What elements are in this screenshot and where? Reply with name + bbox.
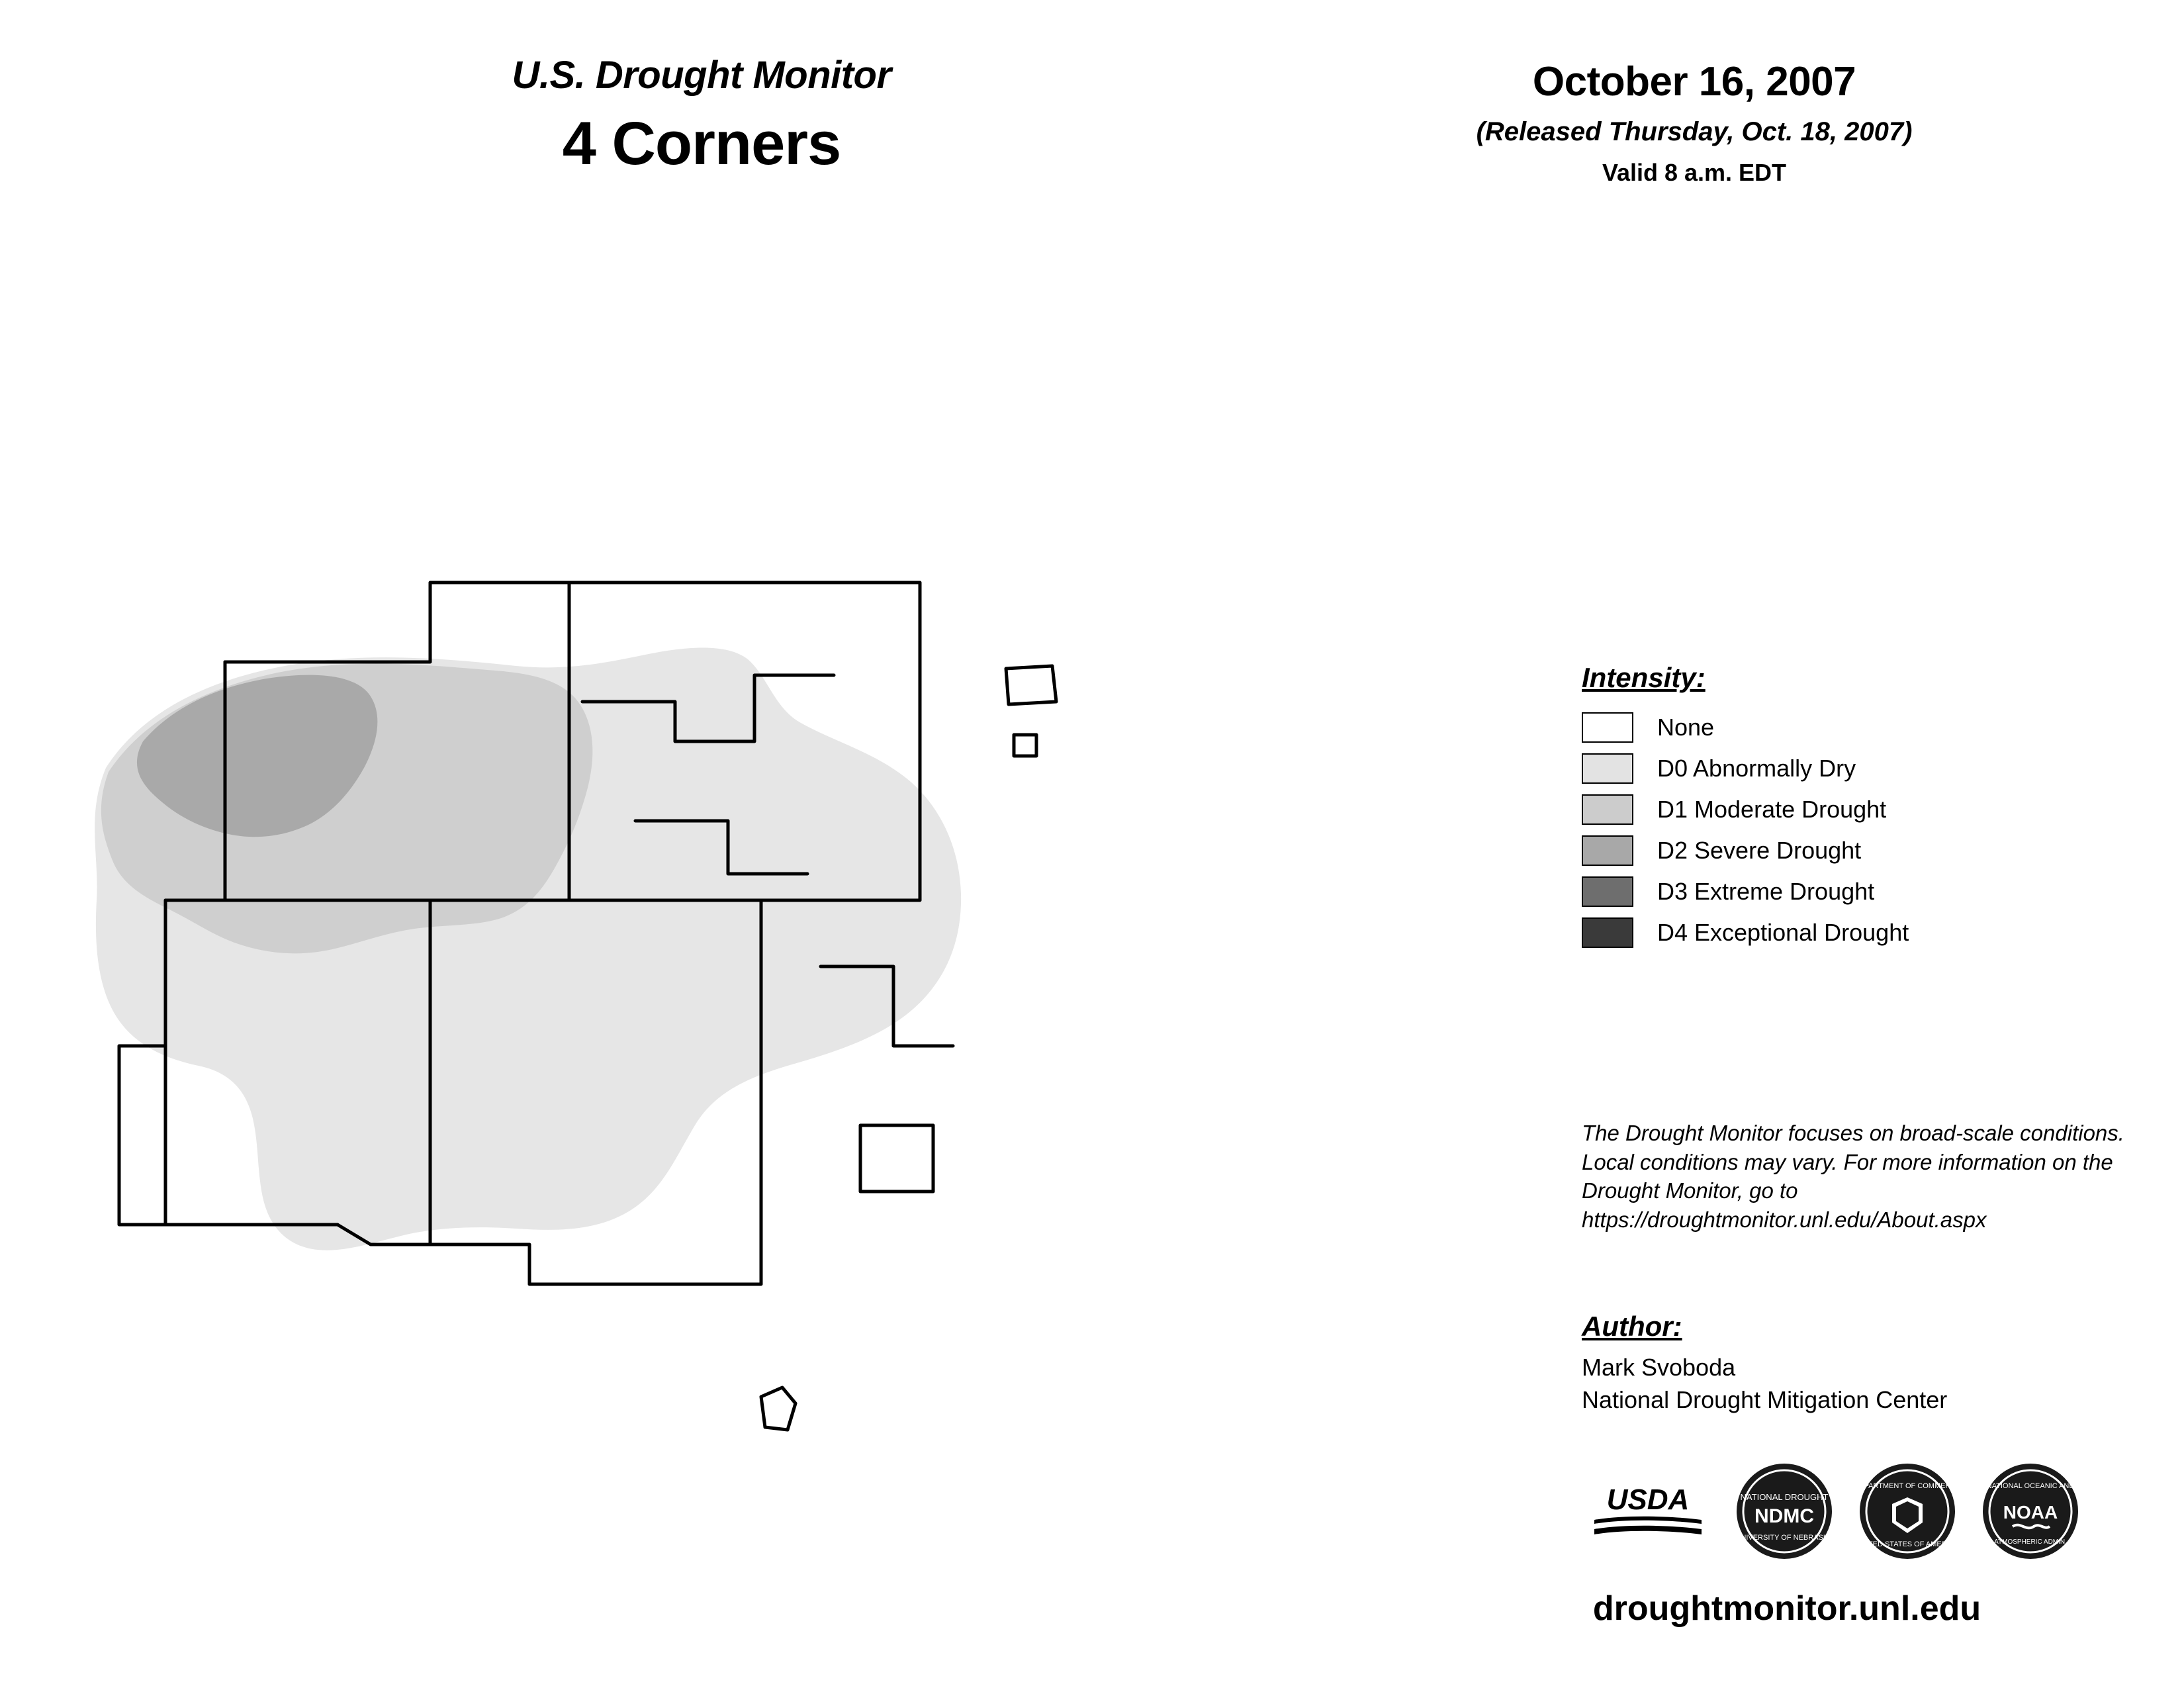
disclaimer-text: The Drought Monitor focuses on broad-scale conditions. Local conditions may vary. For more information on the Drought Monitor, go to https://droughtmonitor.unl.edu/About.aspx [1582, 1121, 2124, 1232]
svg-text:NDMC: NDMC [1754, 1505, 1814, 1527]
legend-swatch-d3 [1582, 876, 1633, 907]
legend-item-none [1582, 707, 2111, 748]
logo-row [1585, 1456, 2181, 1569]
map-detail-small-island [1006, 666, 1056, 704]
region-title: 4 Corners [562, 110, 841, 177]
legend-item-d1 [1582, 789, 2111, 830]
author-name: Mark Svoboda [1582, 1354, 1736, 1381]
svg-text:ATMOSPHERIC ADMIN.: ATMOSPHERIC ADMIN. [1994, 1538, 2067, 1546]
legend-swatch-none [1582, 712, 1633, 743]
legend-item-d3 [1582, 871, 2111, 912]
legend-swatch-d4 [1582, 917, 1633, 948]
legend-label-d4: D4 Exceptional Drought [1657, 919, 1909, 946]
usda-logo [1585, 1468, 1711, 1558]
svg-text:UNITED STATES OF AMERICA: UNITED STATES OF AMERICA [1858, 1540, 1957, 1548]
svg-text:NATIONAL OCEANIC AND: NATIONAL OCEANIC AND [1986, 1481, 2075, 1490]
legend-swatch-d1 [1582, 794, 1633, 825]
valid-time: Valid 8 a.m. EDT [1602, 159, 1787, 186]
map-detail-lines-4 [860, 1125, 933, 1192]
release-date: (Released Thursday, Oct. 18, 2007) [1476, 117, 1913, 146]
footer-url[interactable]: droughtmonitor.unl.edu [1592, 1589, 1981, 1628]
legend-label-d1: D1 Moderate Drought [1657, 796, 1887, 823]
svg-text:NATIONAL DROUGHT: NATIONAL DROUGHT [1740, 1491, 1829, 1502]
ndmc-logo [1735, 1462, 1834, 1564]
header-right [1363, 58, 2025, 187]
svg-text:DEPARTMENT OF COMMERCE: DEPARTMENT OF COMMERCE [1858, 1481, 1957, 1490]
svg-text:UNIVERSITY OF NEBRASKA: UNIVERSITY OF NEBRASKA [1735, 1533, 1833, 1542]
map-detail-small-box [1014, 735, 1036, 756]
usdc-logo [1858, 1462, 1957, 1564]
map-date: October 16, 2007 [1532, 59, 1856, 105]
legend-label-d3: D3 Extreme Drought [1657, 878, 1875, 905]
header-left [371, 53, 1032, 179]
legend-swatch-d2 [1582, 835, 1633, 866]
legend-swatch-d0 [1582, 753, 1633, 784]
author-affiliation: National Drought Mitigation Center [1582, 1385, 1948, 1413]
page-title: U.S. Drought Monitor [512, 54, 891, 97]
legend-item-d2 [1582, 830, 2111, 871]
legend-label-none: None [1657, 714, 1715, 741]
legend-title: Intensity: [1582, 662, 1706, 693]
legend-label-d2: D2 Severe Drought [1657, 837, 1862, 864]
author-title: Author: [1582, 1311, 1682, 1342]
drought-map [79, 543, 1522, 1470]
author-block [1582, 1311, 2177, 1416]
legend-label-d0: D0 Abnormally Dry [1657, 755, 1856, 782]
map-detail-blob [761, 1387, 796, 1430]
legend [1582, 662, 2111, 953]
noaa-logo [1981, 1462, 2080, 1564]
svg-text:NOAA: NOAA [2003, 1501, 2058, 1523]
legend-item-d4 [1582, 912, 2111, 953]
legend-item-d0 [1582, 748, 2111, 789]
svg-text:USDA: USDA [1606, 1483, 1690, 1516]
